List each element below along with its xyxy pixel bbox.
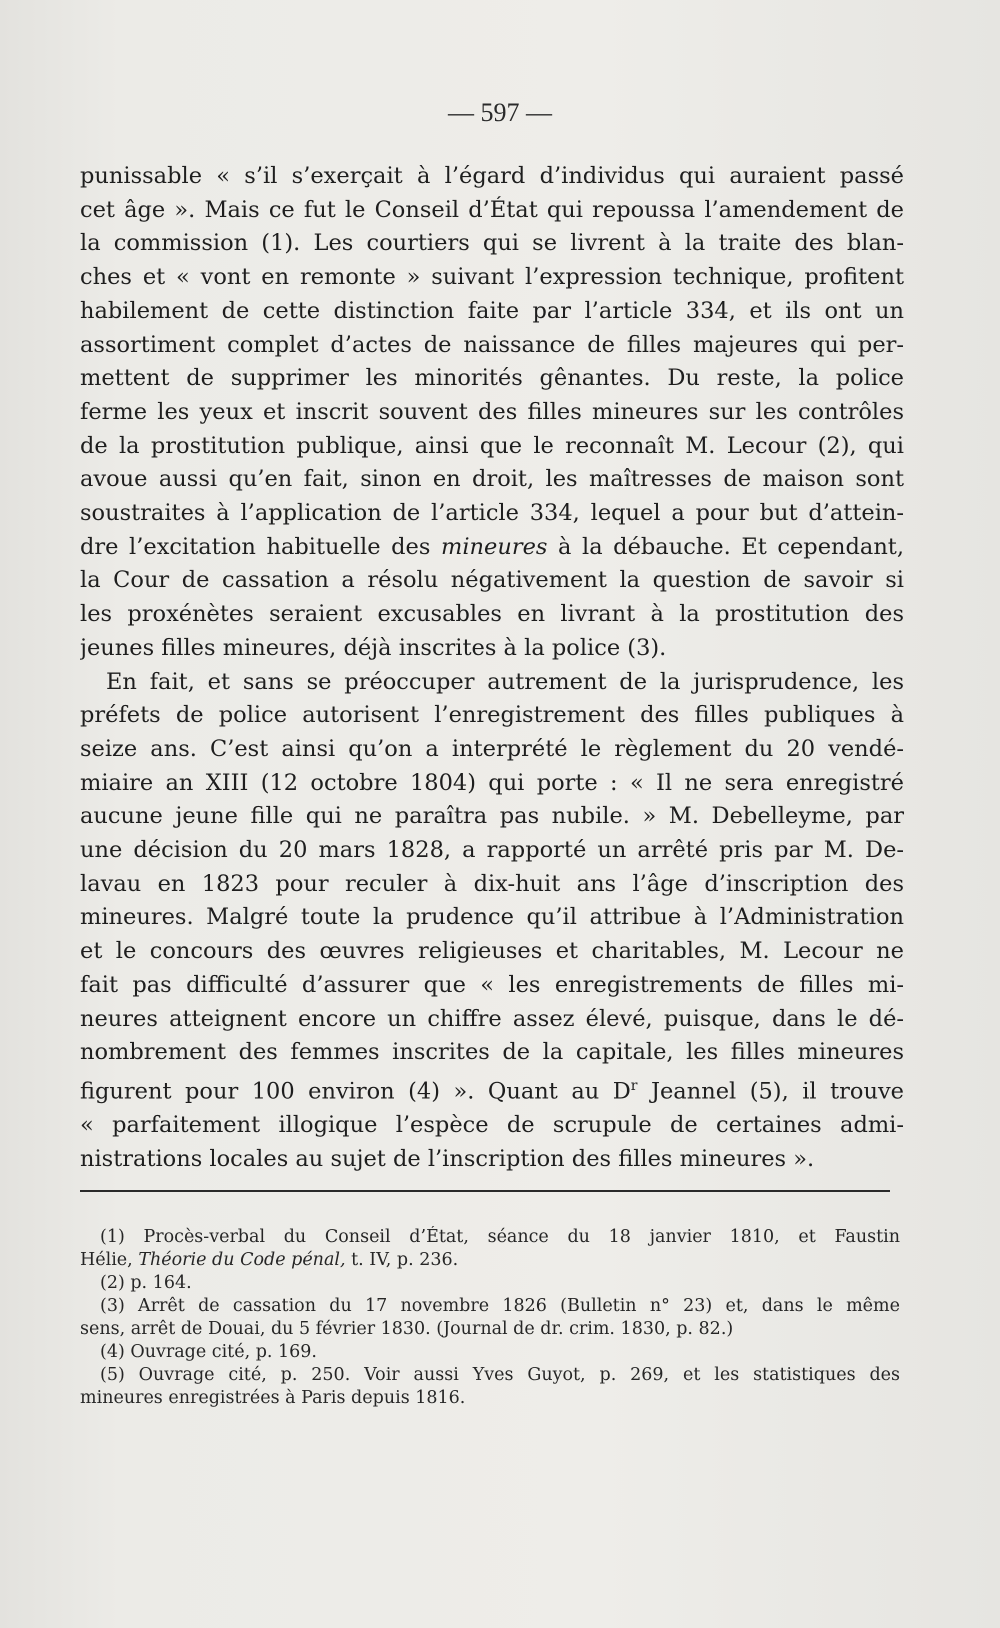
text-line: jeunes filles mineures, déjà inscrites à la police (3). (80, 634, 667, 661)
text-segment: à la débauche. Et cependant, (547, 533, 904, 560)
footnote-4 (80, 1341, 900, 1364)
footnote-line: (1) Procès-verbal du Conseil d’État, séance du 18 janvier 1810, et Faustin (100, 1227, 900, 1247)
text-line-with-italic (80, 531, 904, 565)
text-line: une décision du 20 mars 1828, a rapporté un arrêté pris par M. De- (80, 837, 904, 864)
footnote-line (80, 1249, 900, 1272)
text-line: nombrement des femmes inscrites de la capitale, les filles mineures (80, 1039, 904, 1066)
footnote-3 (80, 1295, 900, 1341)
superscript: r (630, 1077, 638, 1094)
paragraph-1 (80, 160, 904, 666)
text-line: fait pas difficulté d’assurer que « les enregistrements de filles mi- (80, 971, 904, 998)
italic-title: Théorie du Code pénal, (138, 1250, 346, 1270)
text-line: aucune jeune fille qui ne paraîtra pas nubile. » M. Debelleyme, par (80, 803, 904, 830)
text-line: En fait, et sans se préoccuper autrement de la jurisprudence, les (106, 668, 904, 695)
footnote-5 (80, 1364, 900, 1410)
text-line: mineures. Malgré toute la prudence qu’il attribue à l’Administration (80, 904, 904, 931)
text-segment: Hélie, (80, 1250, 133, 1270)
text-line: soustraites à l’application de l’article 334, lequel a pour but d’attein- (80, 500, 904, 527)
text-line: de la prostitution publique, ainsi que le reconnaît M. Lecour (2), qui (80, 432, 904, 459)
text-line-with-superscript (80, 1070, 904, 1109)
text-segment: dre l’excitation habituelle des (80, 533, 431, 560)
text-segment: figurent pour 100 environ (4) ». Quant au D (80, 1078, 631, 1105)
text-line: et le concours des œuvres religieuses et charitables, M. Lecour ne (80, 938, 904, 965)
page-number: — 597 — (448, 98, 552, 127)
text-line: lavau en 1823 pour reculer à dix-huit ans l’âge d’inscription des (80, 870, 904, 897)
italic-word: mineures (440, 533, 548, 560)
text-line: mettent de supprimer les minorités gênantes. Du reste, la police (80, 365, 904, 392)
text-line: habilement de cette distinction faite par l’article 334, et ils ont un (80, 297, 904, 324)
text-line: la commission (1). Les courtiers qui se livrent à la traite des blan- (80, 230, 904, 257)
text-line: seize ans. C’est ainsi qu’on a interprété le règlement du 20 vendé- (80, 735, 904, 762)
text-line: avoue aussi qu’en fait, sinon en droit, les maîtresses de maison sont (80, 466, 904, 493)
text-line: neures atteignent encore un chiffre assez élevé, puisque, dans le dé- (80, 1005, 904, 1032)
body-text (80, 160, 904, 1177)
text-line: assortiment complet d’actes de naissance de filles majeures qui per- (80, 331, 904, 358)
footnote-line: (5) Ouvrage cité, p. 250. Voir aussi Yves Guyot, p. 269, et les statistiques des (100, 1365, 900, 1385)
footnote-divider (80, 1190, 890, 1192)
text-segment: Jeannel (5), il trouve (637, 1078, 904, 1105)
text-line: cet âge ». Mais ce fut le Conseil d’État qui repoussa l’amendement de (80, 196, 904, 223)
text-line: ches et « vont en remonte » suivant l’expression technique, profitent (80, 264, 904, 291)
footnote-line: (3) Arrêt de cassation du 17 novembre 1826 (Bulletin n° 23) et, dans le même (100, 1296, 900, 1316)
text-line: nistrations locales au sujet de l’inscription des filles mineures ». (80, 1145, 815, 1172)
text-line: punissable « s’il s’exerçait à l’égard d’individus qui auraient passé (80, 163, 904, 189)
text-line: la Cour de cassation a résolu négativement la question de savoir si (80, 567, 904, 594)
footnote-line: mineures enregistrées à Paris depuis 1816. (80, 1388, 466, 1408)
text-line: les proxénètes seraient excusables en livrant à la prostitution des (80, 601, 904, 628)
footnote-1 (80, 1226, 900, 1272)
footnote-line: sens, arrêt de Douai, du 5 février 1830. (Journal de dr. crim. 1830, p. 82.) (80, 1319, 734, 1339)
text-line: préfets de police autorisent l’enregistrement des filles publiques à (80, 702, 904, 729)
text-line: ferme les yeux et inscrit souvent des filles mineures sur les contrôles (80, 398, 904, 425)
footnotes (80, 1226, 900, 1410)
footnote-2 (80, 1272, 900, 1295)
text-line: « parfaitement illogique l’espèce de scrupule de certaines admi- (80, 1112, 904, 1139)
text-segment: t. IV, p. 236. (351, 1250, 459, 1270)
footnote-line: (2) p. 164. (100, 1273, 192, 1293)
footnote-line: (4) Ouvrage cité, p. 169. (100, 1342, 317, 1362)
paragraph-2 (80, 666, 904, 1177)
text-line: miaire an XIII (12 octobre 1804) qui porte : « Il ne sera enregistré (80, 769, 904, 796)
